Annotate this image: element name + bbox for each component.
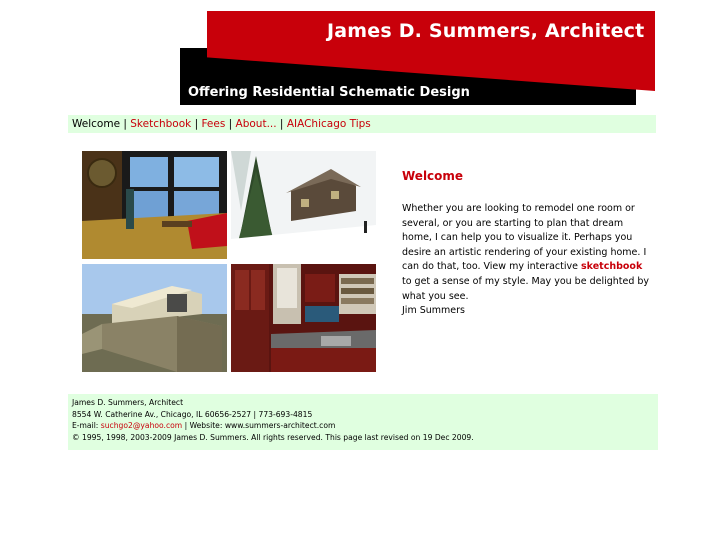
footer-email-label: E-mail: [72,421,101,430]
footer-address: 8554 W. Catherine Av., Chicago, IL 60656-2527 | 773-693-4815 [72,409,313,419]
footer [68,394,658,450]
photo-modern-exterior [82,264,227,372]
site-title: James D. Summers, Architect [327,20,645,42]
nav-item-sketchbook[interactable]: Sketchbook [130,118,192,130]
footer-website: | Website: www.summers-architect.com [182,421,336,430]
footer-contact [72,420,658,432]
nav-item-about[interactable]: About... [235,118,277,130]
main-nav [68,115,656,133]
nav-separator: | [276,118,287,130]
photo-interior-sketch [82,151,227,259]
signature: Jim Summers [402,305,465,316]
photo-winter-cabin [231,151,376,259]
nav-item-welcome: Welcome [72,118,121,130]
nav-separator: | [225,118,236,130]
welcome-heading: Welcome [402,169,464,183]
nav-separator: | [120,118,131,130]
footer-copyright: © 1995, 1998, 2003-2009 James D. Summers. All rights reserved. This page last revised on 19 Dec 2009. [72,432,474,442]
sketchbook-link[interactable]: sketchbook [581,261,643,273]
site-subtitle: Offering Residential Schematic Design [188,85,470,100]
welcome-text-before: Whether you are looking to remodel one room or several, or you are starting to plan that dream home, I can help you to visualize it. Perhaps you desire an artistic rendering of your existing home. I can do that, too. View my interactive [402,203,647,273]
nav-item-aiachicago-tips[interactable]: AIAChicago Tips [286,118,371,130]
photo-kitchen [231,264,376,372]
welcome-paragraph [402,202,652,304]
nav-item-fees[interactable]: Fees [201,118,226,130]
footer-email-link[interactable]: suchgo2@yahoo.com [100,421,183,430]
footer-name: James D. Summers, Architect [72,398,184,407]
welcome-text-after: to get a sense of my style. May you be delighted by what you see. [402,275,650,302]
nav-separator: | [191,118,202,130]
